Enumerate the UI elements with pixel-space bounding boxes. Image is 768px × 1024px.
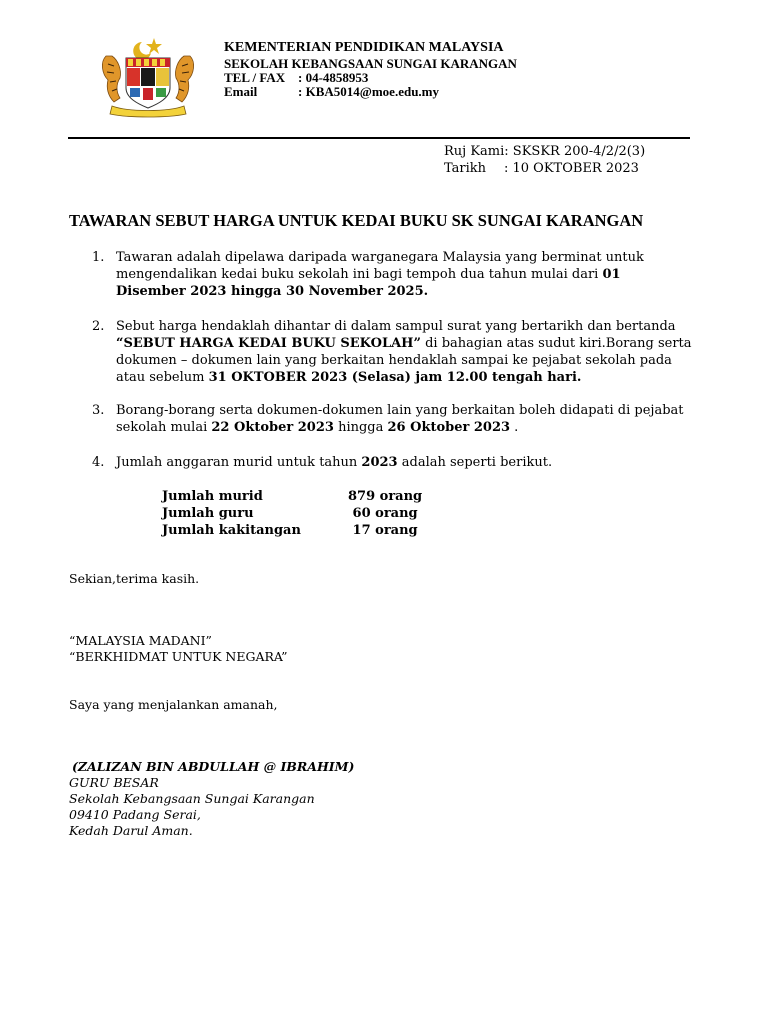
item-bold-text: 2023 [361,455,398,470]
item-number: 2. [92,319,105,334]
malaysia-coat-of-arms-logo [98,36,198,118]
item-text: Jumlah anggaran murid untuk tahun [116,455,362,470]
email-value: : KBA5014@moe.edu.my [298,84,440,99]
item-bold-text: 26 Oktober 2023 [387,420,511,435]
tel-value: : 04-4858953 [298,70,369,85]
letter-title: TAWARAN SEBUT HARGA UNTUK KEDAI BUKU SK SUNGAI KARANGAN [69,211,644,230]
item-text: Sebut harga hendaklah dihantar di dalam sampul surat yang bertarikh dan bertanda [116,319,676,334]
address-line: Sekolah Kebangsaan Sungai Karangan [69,791,315,806]
item-text: hingga [333,420,388,435]
list-item [92,402,692,436]
trust-text: Saya yang menjalankan amanah, [69,697,278,712]
item-text: di bahagian atas sudut kiri.Borang serta dokumen – dokumen lain yang berkaitan hendaklah sampai ke pejabat sekolah pada atau sebelum [116,336,692,385]
item-bold-text: 31 OKTOBER 2023 (Selasa) jam 12.00 tengah hari. [208,370,582,385]
ruj-value: SKSKR 200-4/2/2(3) [512,144,646,159]
header-divider [68,137,690,139]
stat-label: Jumlah kakitangan [162,523,301,538]
stat-row [162,522,418,539]
ministry-name: KEMENTERIAN PENDIDIKAN MALAYSIA [224,40,504,55]
signatory-position: GURU BESAR [69,775,159,790]
address-line: Kedah Darul Aman. [69,823,193,838]
item-number: 1. [92,250,105,265]
letter-date [444,161,639,177]
reference-number [444,144,645,160]
item-text: adalah seperti berikut. [397,455,553,470]
stat-value: 879 orang [348,489,423,504]
item-text: Borang-borang serta dokumen-dokumen lain yang berkaitan boleh didapati di pejabat sekolah mulai [116,403,684,435]
slogan-malaysia-madani: “MALAYSIA MADANI” [69,633,212,648]
list-item [92,249,692,300]
item-text: Tawaran adalah dipelawa daripada warganegara Malaysia yang berminat untuk mengendalikan kedai buku sekolah ini bagi tempoh dua tahun mulai dari [116,250,644,282]
email-label: Email [224,84,258,99]
item-number: 3. [92,403,105,418]
item-bold-text: “SEBUT HARGA KEDAI BUKU SEKOLAH” [116,336,421,351]
email-line [224,85,439,99]
item-bold-text: 22 Oktober 2023 [211,420,334,435]
list-item [92,318,692,386]
stat-row [162,505,418,522]
school-name: SEKOLAH KEBANGSAAN SUNGAI KARANGAN [224,56,517,71]
closing-text: Sekian,terima kasih. [69,571,200,586]
signatory-name: (ZALIZAN BIN ABDULLAH @ IBRAHIM) [72,759,355,774]
stat-row [162,488,422,505]
stat-value: 60 orang [348,506,418,521]
date-label: Tarikh [444,161,487,176]
address-line: 09410 Padang Serai, [69,807,201,822]
date-value: : 10 OKTOBER 2023 [504,161,639,176]
tel-label: TEL / FAX [224,70,286,85]
stat-label: Jumlah guru [162,506,254,521]
stat-value: 17 orang [348,523,418,538]
item-number: 4. [92,455,105,470]
slogan-berkhidmat: “BERKHIDMAT UNTUK NEGARA” [69,649,288,664]
item-text: . [510,420,519,435]
list-item [92,454,692,471]
tel-fax-line [224,71,368,85]
stat-label: Jumlah murid [162,489,263,504]
item-bold-text: 01 Disember 2023 hingga 30 November 2025. [116,267,621,299]
ruj-label: Ruj Kami: [444,144,513,159]
